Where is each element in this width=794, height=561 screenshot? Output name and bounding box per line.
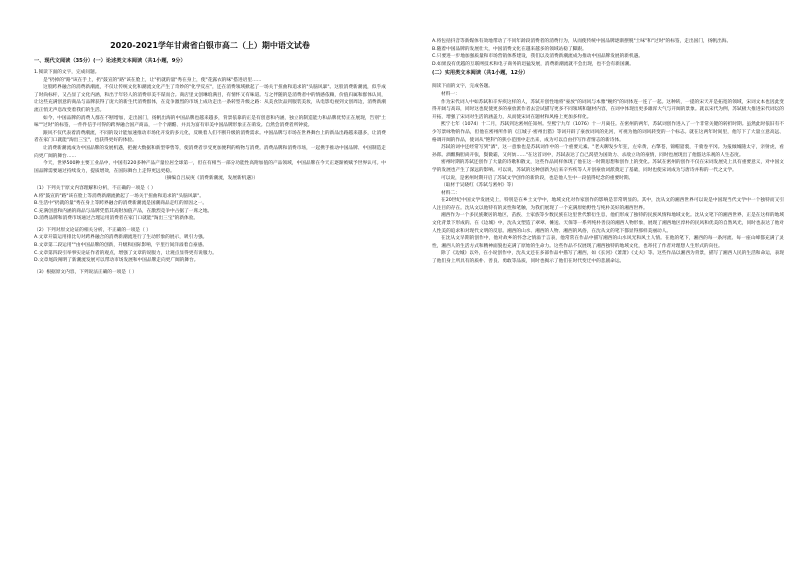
option-d: D.如果没有优越的互联网技术和电子商务的迅猛发展，消费新潮流就不会出现，也不会有新国潮。 (432, 61, 634, 67)
passage-paragraph: 除了《边城》以外，在小说创作中，沈从文还在多部作品中描写了湘西，如《长河》《萧萧》《丈夫》等。这些作品以湘西为背景，描写了湘西人民的生活和命运，表现了他们身上所具有的质朴、善良、勇敢等品质，同时也揭示了他们在时代变迁中的悲剧命运。 (432, 251, 784, 265)
passage-paragraph: 熙宁七年（1074）十二月，苏轼到达密州任知州。至熙宁九年（1076）十一月离任。在密州的两年，苏轼词创作进入了一个非常关键的转折时期。虽然此时依旧有不少写景咏物的作品，但他在密州所作的《江城子·密州出猎》等词开辟了豪放词风的先河，可视为他的词风转变的一个标志。就在这两年时间里，他写下了大量立意高远、格调开阔的作品，使词从"艳科"的狭小范围中走出来，成为可以自由抒写作者情志的新诗体。 (432, 122, 784, 143)
option-d: D.消费品牌和消费市场通过合理运用消费者在家门口就能"淘出三宝"的新体验。 (34, 216, 199, 222)
option-d: D.文章尾段阐明了新潮流发展可以带动市场发展和中国品牌走向更广阔的舞台。 (34, 258, 199, 264)
option-c: C.文章第四段引举事实论证作者的观点，增强了文章的说服力，让观点显得更有说服力。 (34, 250, 217, 256)
passage-paragraph: 密州时期的苏轼还创作了大量的诗歌和散文，这些作品同样体现了他在这一时期思想和创作上的变化。苏轼在密州的创作不仅在宋词发展史上具有重要意义，对中国文学的发展也产生了深远的影响。可以说，苏轼的这种创新为后来辛弃疾等人开创豪放词派奠定了基础，同时也使宋词成为与唐诗并称的一代之文学。 (432, 160, 784, 173)
option-b: B.随着中国品牌的发展壮大，中国消费文化在越来越多的领域站稳了脚跟。 (432, 46, 587, 52)
question-3: （3）根据原文内容，下列说法正确的一项是（ ） (34, 269, 137, 275)
question-1: （1）下列关于原文内容理解和分析，不正确的一项是（ ） (34, 185, 156, 191)
material-label: 材料二： (441, 190, 460, 196)
question-instruction: 1.阅读下面的文字，完成问题。 (34, 70, 100, 75)
passage-paragraph: 在20世纪中国文学发展史上，特别是在乡土文学中，地域文化对作家创作的影响是非常明显的。其中，沈从文的湘西世界可以说是中国现当代文学中一个独特而又引人注目的存在。沈从文以他特有的灵性和笔触，为我们展现了一个充满原始野性与纯朴美好的湘西世界。 (432, 198, 784, 211)
section-heading-1: 一、现代文阅读（35分）(一）论述类文本阅读（共1小题，9分） (34, 58, 186, 64)
passage-paragraph: 这股跨界融合的消费新潮流，不仅让传统文化和潮流文化产生了奇妙的"化学反应"，还在消费领域掀起了一场关于扭曲和追求的"头脑风暴"。这股消费新潮流，似乎成了时尚标杆，又凸显了文化内涵，和出于年轻人的消费审美不谋而合。商店里文创琳琅满目，有情怀又有味道。与之伴随的是消费者中的情感依赖，价值归属和群体认同，让这些充满创意的商品与品牌获得了庞大的新生代消费群体，在竞争激烈的市场上成功走出一条转型升级之路：从美食饮品到服装美妆，从电影电视到文创周边，消费新潮流正悄无声息改变着我们的生活。 (34, 85, 386, 113)
question-instruction: 阅读下面的文字，完成各题。 (432, 84, 493, 90)
passage-source: （摘编自吕辰庚《消费新潮流，发展新机遇》） (161, 176, 259, 182)
option-a: A.将包括抖音等新媒体有效地带动了不同年龄段消费者的消费行为，从而使传统中国品牌逐渐摆脱"土味"和"过时"的标签，走出国门，扬帆出海。 (432, 39, 732, 44)
passage-paragraph: 如今，中国品牌的消费人群在不断增加，走出国门，扬帆出海的中国品牌也越来越多，背景依靠的正是有创意和内涵，独立的制造能力和品牌优势正在展现，告别"土味""过时"的标签，一件件信手可得的跨界融合国产商品，一个个潮酷、并具为富有审美中国品牌形象正在萌发。自然会消费者所钟爱。 (34, 115, 386, 129)
section-heading-2: (二）实用类文本阅读（共1小题，12分） (432, 70, 529, 77)
option-a: A.将"鼓宣的"路"该在脸上等消费新潮流掀起了一场关于扭曲和追求的"头脑风暴"。 (34, 193, 205, 199)
passage-paragraph: 在沈从文早期的创作中，他对故乡的怀念之情溢于言表，他常常在作品中描写湘西的山水风光和风土人情。在他的笔下，湘西的每一条河流、每一座山峰都充满了灵性，湘西人的生活方式和精神面貌也充满了原始的生命力。这些作品不仅展现了湘西独特的地域文化，也寄托了作者对理想人生形式的向往。 (432, 236, 784, 249)
passage-paragraph: 今天，世界500种主要工业品中，中国有220多种产品产量位居全球第一，但在有相当一部分功能性高附加值的产品领域，中国品牌在今天正逐渐被赋予世界认可。中国品牌需要通过持续发力，提质增效，在国际舞台上走得更远更稳。 (34, 161, 386, 174)
option-c: C.充满创意和内涵的商品与品牌凭借其高附加值产品，在激烈竞争中占据了一席之地。 (34, 208, 213, 214)
option-a: A.文章开篇运用排比句对跨界融合的消费新潮流进行了生动形象的展示，吸引力强。 (34, 235, 208, 241)
passage-paragraph: 可以说，是密州时期开启了苏轼文学创作的新阶段，也是他人生中一段值得纪念的重要时期。 (441, 175, 634, 181)
exam-title: 2020-2021学年甘肃省白银市高二（上）期中语文试卷 (110, 41, 310, 50)
option-b: B.生活中"扔就的量"秀在身上等跨界融合的消费新潮流是国潮商品走红的原因之一。 (34, 201, 208, 207)
left-column (34, 56, 386, 276)
passage-paragraph: 是"扔掉的"路"该在手上，扔"鼓宣的"路"该在脸上，让"扔就的量"秀在身上，使"花露衣的味"搭进语里…… (43, 77, 262, 83)
question-2: （2）下列对原文论证的相关分析，不正确的一项是（ ） (34, 227, 151, 233)
option-b: B.文章第二段运用""由中国品牌的创新，升级和国际影响，字里行间洋溢着自豪感。 (34, 243, 208, 249)
passage-paragraph: 让消费新潮流成为中国品牌的发展机遇，把握大数据和新型零售等，使消费者享受更加便利的购物与消费。消费品牌和消费市场，一起携手推动中国品牌、中国制造走向更广阔的舞台…… (34, 145, 386, 159)
passage-paragraph: 跟风不仅代表着消费潮流，不同的设计能加速推动市场化开发的多元化，反映着人们不断升级的消费需求。中国品牌与市场在世界舞台上的新品出路越来越多，让消费者在家门口就能"淘出三宝"，也获得更好的体验。 (34, 130, 386, 144)
material-label: 材料一： (441, 91, 460, 97)
passage-source: （取材于吴晓红《苏轼与密州》等） (441, 183, 517, 189)
passage-paragraph: 湘西作为一个多民族聚居的地区，苗族、土家族等少数民族在这里世代繁衍生息，他们形成了独特的民族风情和地域文化。沈从文笔下的湘西世界，正是在这样的地域文化背景下形成的。在《边城》中，沈从文塑造了翠翠、傩送、天保等一系列纯朴善良的湘西人物形象，展现了湘西地区淳朴的民风和优美的自然风光，同时也表达了他对人性美的追求和对现代文明的反思。湘西的山水、湘西的人物、湘西的风俗，在沈从文的笔下都显得那样美丽动人。 (432, 213, 784, 234)
passage-paragraph: 作为宋代词人中如苏轼和辛弃疾这样的人，苏轼开创性地将"豪放"的词风与本雅"婉约"的词体连一连了一起。这种转，一提的宋天开是拓宽的领域，宋词文本也因此变得开阔与高昂，同时这也促使更多的豪放派作者去尝试描写更多不同领域和题材内容，在词中体现出更多雄浑大气与开阔的景象。就以宋代为例，苏轼极大推进宋代词坛的开拓，增强了宋词对生活的涵盖力，从而使宋词在题材和风格上更加多样化。 (432, 99, 784, 120)
right-column (432, 38, 784, 266)
passage-paragraph: 苏轼的词中还经常写到"酒"，这一意象也是苏轼词作中的一个重要元素。"老夫聊发少年狂，左牵黄，右擎苍，锦帽貂裘，千骑卷平冈。为报倾城随太守，亲射虎，看孙郎。酒酣胸胆尚开张，鬓微霜，又何妨……"在这首词中，苏轼表达了自己渴望为国效力、杀敌立功的豪情，同时也展现出了他豁达乐观的人生态度。 (432, 145, 784, 158)
option-c: C.只要进一步地加强质量和市场营销体系建设，我们以及消费新潮流成为推动中国品牌发展的新机遇。 (432, 54, 644, 60)
